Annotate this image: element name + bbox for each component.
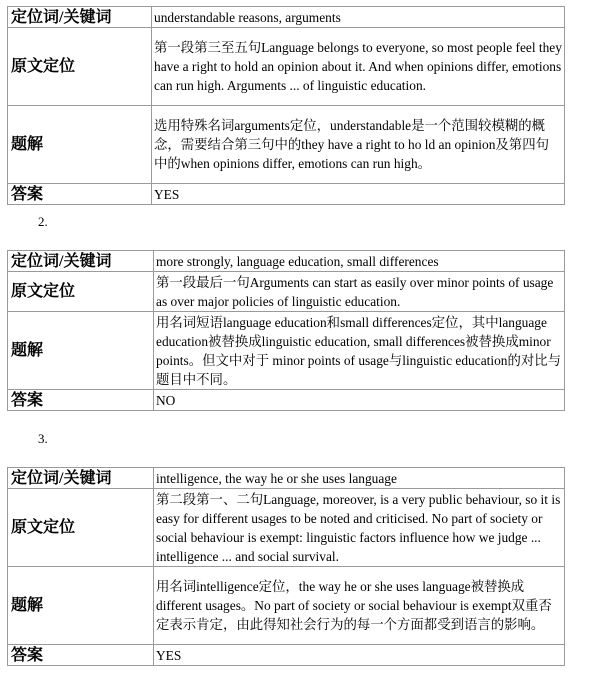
- row-value: 用名词intelligence定位，the way he or she uses language被替换成different usages。No part of society or social behaviour is exempt双重否定表示肯定，由此得知社会行为的每一个方面都受到语言的影响。: [154, 567, 565, 645]
- table-row: [8, 7, 565, 28]
- row-value: YES: [154, 645, 565, 666]
- answer-table-1: [7, 6, 565, 205]
- row-label: 答案: [8, 645, 154, 666]
- table-row: [8, 489, 565, 567]
- table-row: [8, 645, 565, 666]
- row-value: 用名词短语language education和small differences定位，其中language education被替换成linguistic education, small differences被替换成minor points。但文中对于 minor points of usage与linguistic education的对比与题目中不同。: [154, 312, 565, 390]
- table-row: [8, 390, 565, 411]
- row-label: 原文定位: [8, 489, 154, 567]
- table-row: [8, 28, 565, 106]
- row-value: more strongly, language education, small differences: [154, 251, 565, 272]
- table-row: [8, 106, 565, 184]
- table-row: [8, 468, 565, 489]
- row-label: 定位词/关键词: [8, 468, 154, 489]
- row-label: 题解: [8, 567, 154, 645]
- table-row: [8, 272, 565, 312]
- row-value: NO: [154, 390, 565, 411]
- row-value: YES: [152, 184, 565, 205]
- table-row: [8, 184, 565, 205]
- question-number: 3.: [38, 431, 48, 446]
- row-label: 原文定位: [8, 272, 154, 312]
- table-row: [8, 312, 565, 390]
- row-label: 题解: [8, 106, 152, 184]
- row-value: 第一段第三至五句Language belongs to everyone, so most people feel they have a right to hold an opinion about it. And when opinions differ, emotions can run high. Arguments ... of linguistic education.: [152, 28, 565, 106]
- row-label: 答案: [8, 390, 154, 411]
- row-label: 定位词/关键词: [8, 7, 152, 28]
- answer-table-3: [7, 467, 565, 666]
- row-value: 第二段第一、二句Language, moreover, is a very public behaviour, so it is easy for different usages to be noted and criticised. No part of society or social behaviour is exempt: linguistic factors influence how we judge ... intelligence ... and social survival.: [154, 489, 565, 567]
- row-label: 原文定位: [8, 28, 152, 106]
- answer-table-2: [7, 250, 565, 411]
- table-row: [8, 567, 565, 645]
- row-label: 定位词/关键词: [8, 251, 154, 272]
- row-value: understandable reasons, arguments: [152, 7, 565, 28]
- row-label: 题解: [8, 312, 154, 390]
- row-value: 第一段最后一句Arguments can start as easily over minor points of usage as over major policies of linguistic education.: [154, 272, 565, 312]
- row-value: intelligence, the way he or she uses language: [154, 468, 565, 489]
- table-row: [8, 251, 565, 272]
- question-number: 2.: [38, 214, 48, 229]
- row-label: 答案: [8, 184, 152, 205]
- row-value: 选用特殊名词arguments定位，understandable是一个范围较模糊的概念，需要结合第三句中的they have a right to ho ld an opinion及第四句中的when opinions differ, emotions can run high。: [152, 106, 565, 184]
